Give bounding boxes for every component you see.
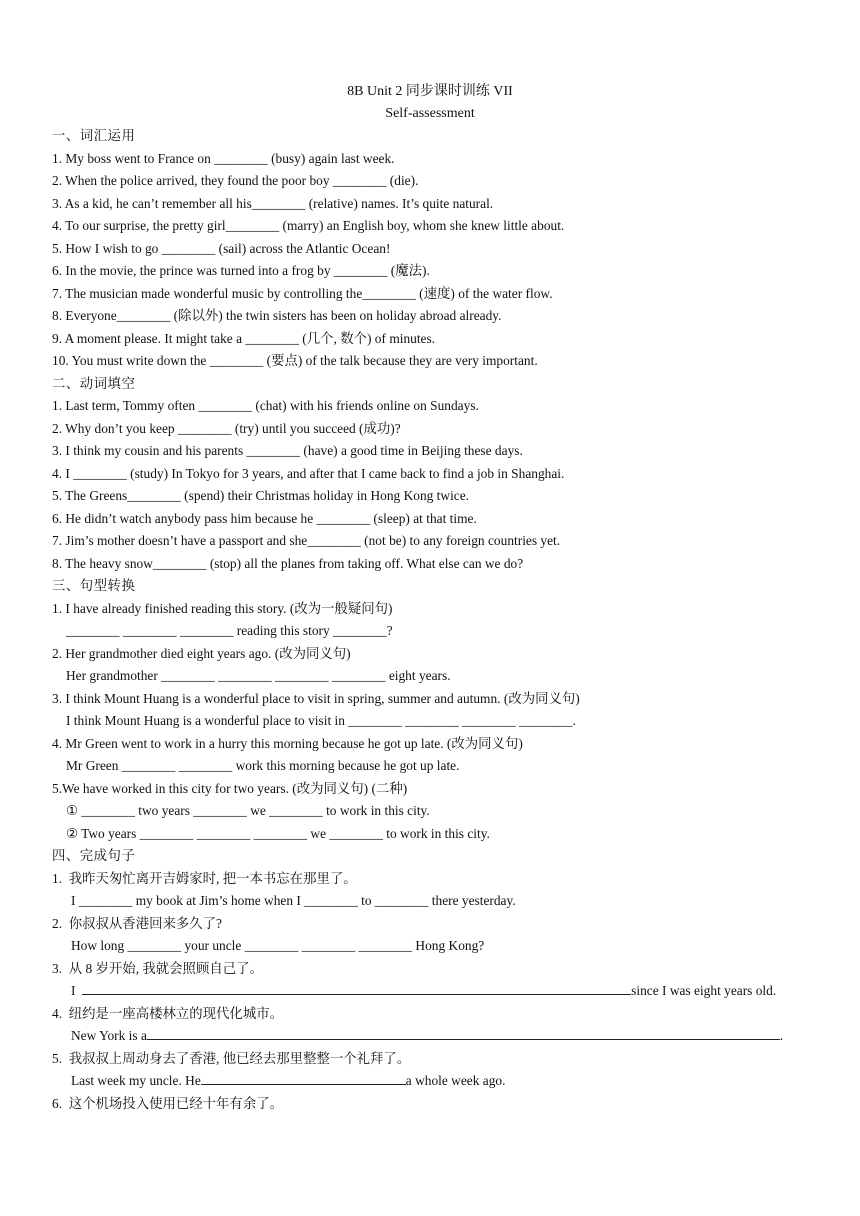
question-line: 5.We have worked in this city for two years. (改为同义句) (二种)	[52, 780, 408, 796]
answer-line: Her grandmother ________ ________ ________ ________ eight years.	[66, 668, 451, 683]
answer-line: ① ________ two years ________ we ________ to work in this city.	[66, 803, 430, 818]
answer-line: I think Mount Huang is a wonderful place to visit in ________ ________ ________ ________.	[66, 713, 576, 728]
question-line: 1. Last term, Tommy often ________ (chat) with his friends online on Sundays.	[52, 398, 479, 413]
question-line: 4. Mr Green went to work in a hurry this morning because he got up late. (改为同义句)	[52, 735, 523, 751]
blank-line	[201, 1070, 406, 1085]
page-title: 8B Unit 2 同步课时训练 VII	[347, 84, 513, 99]
section-heading-complete: 四、完成句子	[52, 848, 136, 863]
page-subtitle: Self-assessment	[385, 106, 475, 122]
answer-suffix: since I was eight years old.	[631, 983, 777, 998]
question-line: 2. Her grandmother died eight years ago. (改为同义句)	[52, 645, 351, 661]
answer-line	[52, 980, 812, 1003]
answer-prefix: I	[71, 983, 76, 998]
question-line: 4. 纽约是一座高楼林立的现代化城市。	[52, 1005, 283, 1021]
question-line: 10. You must write down the ________ (要点) of the talk because they are very important.	[52, 353, 538, 368]
question-line: 4. I ________ (study) In Tokyo for 3 years, and after that I came back to find a job in Shanghai.	[52, 465, 565, 481]
question-line: 9. A moment please. It might take a ________ (几个, 数个) of minutes.	[52, 330, 436, 346]
answer-prefix: Last week my uncle. He	[71, 1073, 201, 1088]
question-line: 3. I think Mount Huang is a wonderful place to visit in spring, summer and autumn. (改为同义句)	[52, 690, 580, 706]
question-line: 5. The Greens________ (spend) their Christmas holiday in Hong Kong twice.	[52, 488, 470, 503]
answer-line: ② Two years ________ ________ ________ we ________ to work in this city.	[66, 825, 490, 841]
question-line: 6. He didn’t watch anybody pass him because he ________ (sleep) at that time.	[52, 510, 477, 526]
answer-line: ________ ________ ________ reading this story ________?	[66, 623, 393, 638]
question-line: 5. How I wish to go ________ (sail) across the Atlantic Ocean!	[52, 240, 391, 256]
section-heading-vocabulary: 一、词汇运用	[52, 128, 136, 143]
question-line: 8. Everyone________ (除以外) the twin sisters has been on holiday abroad already.	[52, 308, 502, 323]
answer-line: New York is a .	[52, 1025, 812, 1048]
blank-line	[82, 980, 631, 995]
question-line: 8. The heavy snow________ (stop) all the planes from taking off. What else can we do?	[52, 555, 524, 571]
answer-line: Mr Green ________ ________ work this morning because he got up late.	[66, 758, 460, 773]
question-line: 3. As a kid, he can’t remember all his________ (relative) names. It’s quite natural.	[52, 195, 494, 211]
question-line: 1. My boss went to France on ________ (busy) again last week.	[52, 150, 395, 166]
question-line: 2. 你叔叔从香港回来多久了?	[52, 915, 222, 931]
question-line: 1. 我昨天匆忙离开吉姆家时, 把一本书忘在那里了。	[52, 870, 357, 886]
question-line: 6. 这个机场投入使用已经十年有余了。	[52, 1095, 283, 1111]
answer-prefix: New York is a	[71, 1028, 147, 1043]
section-heading-verbs: 二、动词填空	[52, 375, 136, 391]
question-line: 6. In the movie, the prince was turned into a frog by ________ (魔法).	[52, 263, 430, 278]
answer-line: How long ________ your uncle ________ ________ ________ Hong Kong?	[71, 938, 485, 953]
question-line: 1. I have already finished reading this story. (改为一般疑问句)	[52, 600, 393, 616]
worksheet-content	[52, 125, 812, 1115]
question-line: 3. I think my cousin and his parents ________ (have) a good time in Beijing these days.	[52, 443, 523, 458]
question-line: 2. When the police arrived, they found the poor boy ________ (die).	[52, 173, 419, 188]
blank-line	[147, 1025, 780, 1040]
section-heading-transform: 三、句型转换	[52, 578, 136, 593]
question-line: 3. 从 8 岁开始, 我就会照顾自己了。	[52, 960, 263, 976]
question-line: 7. The musician made wonderful music by controlling the________ (速度) of the water flow.	[52, 285, 553, 301]
answer-line: I ________ my book at Jim’s home when I ________ to ________ there yesterday.	[71, 893, 516, 908]
answer-suffix: a whole week ago.	[405, 1073, 506, 1088]
question-line: 2. Why don’t you keep ________ (try) until you succeed (成功)?	[52, 420, 401, 436]
question-line: 7. Jim’s mother doesn’t have a passport and she________ (not be) to any foreign countries yet.	[52, 533, 561, 548]
question-line: 5. 我叔叔上周动身去了香港, 他已经去那里整整一个礼拜了。	[52, 1050, 411, 1066]
answer-line	[52, 1070, 812, 1093]
question-line: 4. To our surprise, the pretty girl________ (marry) an English boy, whom she knew little about.	[52, 218, 565, 233]
